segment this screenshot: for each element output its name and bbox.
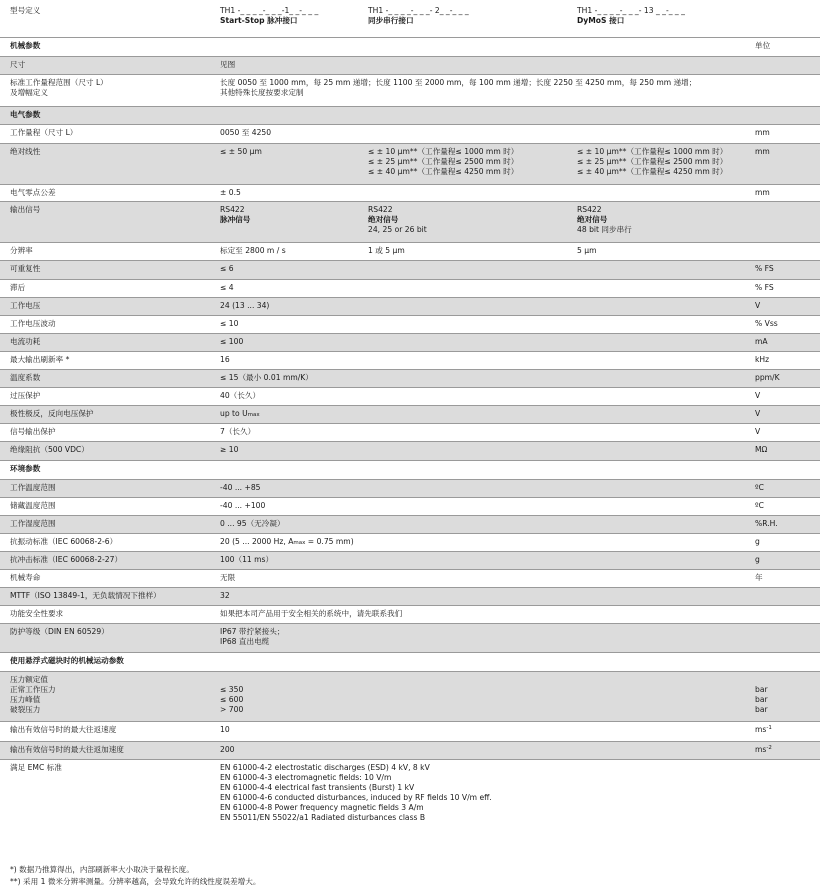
- spec-row-safety: [0, 606, 820, 624]
- spec-value-1: RS422 脉冲信号: [220, 205, 251, 224]
- spec-value: up to Umax: [220, 409, 260, 418]
- section-title: 电气参数: [10, 110, 41, 119]
- spec-unit: V: [755, 391, 761, 400]
- spec-row-mttf: [0, 588, 820, 606]
- spec-row-sigprot: [0, 424, 820, 442]
- model-code-2: TH1 -_ _ _ _-_ _ _- 2_ _-_ _ _: [368, 6, 469, 15]
- spec-unit: mm: [755, 128, 770, 137]
- spec-row-tempco: [0, 370, 820, 388]
- spec-label: 输出信号: [10, 205, 41, 214]
- spec-unit: mm: [755, 147, 770, 156]
- spec-row-size: [0, 57, 820, 75]
- spec-label: 功能安全性要求: [10, 609, 64, 618]
- spec-unit: %R.H.: [755, 519, 778, 528]
- spec-value-3: ≤ ± 10 µm**（工作量程≤ 1000 mm 时） ≤ ± 25 µm**（工作量程≤ 2500 mm 时） ≤ ± 40 µm**（工作量程≤ 4250 mm 时）: [577, 147, 728, 176]
- model-col-3: [577, 6, 755, 26]
- spec-row-speed: [0, 722, 820, 742]
- spec-value: ≥ 10: [220, 445, 239, 454]
- spec-value-3: 5 µm: [577, 246, 597, 255]
- spec-row-hysteresis: [0, 280, 820, 298]
- spec-row-overvolt: [0, 388, 820, 406]
- spec-value: 32: [220, 591, 230, 600]
- footnote-1: *) 数据乃推算得出，内部刷新率大小取决于量程长度。: [10, 865, 194, 874]
- spec-value: IP67 带拧紧接头； IP68 直出电缆: [220, 627, 285, 646]
- spec-value-1: ≤ ± 50 µm: [220, 147, 262, 156]
- spec-row-humidity: [0, 516, 820, 534]
- spec-value: 长度 0050 至 1000 mm，每 25 mm 递增；长度 1100 至 2000 mm，每 100 mm 递增；长度 2250 至 4250 mm，每 250 mm 递增； 其他特殊长度按要求定制: [220, 78, 697, 97]
- model-col-2: [368, 6, 577, 26]
- footnote-2: **) 采用 1 微米分辨率测量。分辨率越高，会导致允许的线性度误差增大。: [10, 877, 261, 886]
- model-name-2: 同步串行接口: [368, 16, 414, 25]
- spec-row-polarity: [0, 406, 820, 424]
- spec-value: 无限: [220, 573, 236, 582]
- spec-unit: kHz: [755, 355, 770, 364]
- spec-label: 工作电压: [10, 301, 41, 310]
- spec-value: 见图: [220, 60, 236, 69]
- spec-row-ripple: [0, 316, 820, 334]
- model-definition-label: 型号定义: [10, 6, 41, 15]
- spec-value: -40 ... +85: [220, 483, 261, 492]
- spec-value: 0 ... 95（无冷凝）: [220, 519, 285, 528]
- spec-label: 输出有效信号时的最大往返速度: [10, 725, 117, 734]
- spec-row-protection: [0, 624, 820, 653]
- spec-unit: mA: [755, 337, 768, 346]
- spec-label: 电气零点公差: [10, 188, 56, 197]
- section-floating: [0, 653, 820, 672]
- model-code-1: TH1 -_ _ _ _-_ _ _-1_ _-_ _ _: [220, 6, 319, 15]
- spec-value: 如果把本司产品用于安全相关的系统中，请先联系我们: [220, 609, 403, 618]
- spec-label: 机械寿命: [10, 573, 41, 582]
- spec-value: 16: [220, 355, 230, 364]
- spec-row-accel: [0, 742, 820, 760]
- spec-value-2: ≤ ± 10 µm**（工作量程≤ 1000 mm 时） ≤ ± 25 µm**（工作量程≤ 2500 mm 时） ≤ ± 40 µm**（工作量程≤ 4250 mm 时）: [368, 147, 519, 176]
- spec-unit: 年: [755, 573, 763, 582]
- spec-row-update: [0, 352, 820, 370]
- unit-header: 单位: [755, 41, 771, 50]
- spec-label: MTTF（ISO 13849-1，无负载情况下推样）: [10, 591, 161, 600]
- spec-value: 40（长久）: [220, 391, 261, 400]
- model-col-1: [220, 6, 368, 26]
- spec-label: 分辨率: [10, 246, 33, 255]
- spec-unit: $ms^{-2}$: [755, 745, 772, 754]
- spec-value: ≤ 15（最小 0.01 mm/K）: [220, 373, 313, 382]
- spec-row-zero: [0, 185, 820, 202]
- spec-label: 输出有效信号时的最大往返加速度: [10, 745, 124, 754]
- spec-label: 绝缘阻抗（500 VDC）: [10, 445, 89, 454]
- spec-value: ≤ 6: [220, 264, 234, 273]
- spec-value: -40 ... +100: [220, 501, 266, 510]
- spec-value: 10: [220, 725, 230, 734]
- spec-label: 抗振动标准（IEC 60068-2-6）: [10, 537, 118, 546]
- spec-label: 信号输出保护: [10, 427, 56, 436]
- spec-unit: % FS: [755, 264, 774, 273]
- spec-row-shock: [0, 552, 820, 570]
- footnotes: [10, 864, 810, 888]
- spec-value-3: RS422 绝对信号 48 bit 同步串行: [577, 205, 632, 234]
- spec-label: 温度系数: [10, 373, 41, 382]
- spec-unit: % FS: [755, 283, 774, 292]
- spec-label: 满足 EMC 标准: [10, 763, 62, 772]
- spec-row-range: [0, 75, 820, 107]
- spec-label: 过压保护: [10, 391, 41, 400]
- spec-label: 最大输出刷新率 *: [10, 355, 70, 364]
- spec-row-life: [0, 570, 820, 588]
- spec-label: 储藏温度范围: [10, 501, 56, 510]
- spec-unit: g: [755, 537, 760, 546]
- spec-row-linearity: [0, 144, 820, 185]
- spec-row-vibration: [0, 534, 820, 552]
- spec-value: 0050 至 4250: [220, 128, 272, 137]
- spec-value: ≤ 10: [220, 319, 239, 328]
- spec-unit: MΩ: [755, 445, 768, 454]
- spec-value: ≤ 4: [220, 283, 234, 292]
- spec-unit: ppm/K: [755, 373, 780, 382]
- spec-value: ≤ 350 ≤ 600 > 700: [220, 685, 244, 714]
- spec-unit: bar bar bar: [755, 685, 768, 714]
- spec-value-2: 1 或 5 µm: [368, 246, 405, 255]
- spec-label: 可重复性: [10, 264, 41, 273]
- spec-value: 200: [220, 745, 235, 754]
- spec-row-pressure: [0, 672, 820, 722]
- spec-unit: V: [755, 301, 761, 310]
- spec-value: ± 0.5: [220, 188, 241, 197]
- spec-row-voltage: [0, 298, 820, 316]
- spec-label: 绝对线性: [10, 147, 41, 156]
- spec-row-sttemp: [0, 498, 820, 516]
- spec-label: 电流功耗: [10, 337, 41, 346]
- spec-label: 极性极反，反向电压保护: [10, 409, 94, 418]
- spec-label: 标准工作量程范围（尺寸 L） 及增幅定义: [10, 78, 108, 97]
- spec-row-resolution: [0, 243, 820, 261]
- spec-value: 7（长久）: [220, 427, 256, 436]
- section-environment: [0, 461, 820, 480]
- section-title: 机械参数: [10, 41, 41, 50]
- spec-row-optemp: [0, 480, 820, 498]
- spec-unit: mm: [755, 188, 770, 197]
- spec-row-current: [0, 334, 820, 352]
- spec-row-stroke: [0, 125, 820, 144]
- spec-row-output: [0, 202, 820, 243]
- spec-unit: g: [755, 555, 760, 564]
- spec-value-2: RS422 绝对信号 24, 25 or 26 bit: [368, 205, 427, 234]
- spec-label: 工作温度范围: [10, 483, 56, 492]
- spec-row-repeat: [0, 261, 820, 280]
- spec-value: EN 61000-4-2 electrostatic discharges (ESD) 4 kV, 8 kV EN 61000-4-3 electromagnetic fields: 10 V/m EN 61000-4-4 electrical fast transients (Burst) 1 kV EN 61000-4-6 conducted disturbances, induced by RF fields 10 V/m eff. EN 61000-4-8 Power frequency magnetic fields 3 A/m EN 55011/EN 55022/a1 Radiated disturbances class B: [220, 763, 492, 822]
- spec-unit: V: [755, 409, 761, 418]
- spec-label: 防护等级（DIN EN 60529）: [10, 627, 109, 636]
- spec-value: ≤ 100: [220, 337, 244, 346]
- spec-label: 滞后: [10, 283, 26, 292]
- section-electrical: [0, 107, 820, 125]
- spec-unit: ºC: [755, 501, 764, 510]
- spec-unit: $ms^{-1}$: [755, 725, 772, 734]
- spec-value-1: 标定至 2800 m / s: [220, 246, 286, 255]
- spec-label: 压力额定值 正常工作压力 压力峰值 破裂压力: [10, 675, 56, 714]
- spec-label: 尺寸: [10, 60, 26, 69]
- spec-label: 工作量程（尺寸 L）: [10, 128, 78, 137]
- spec-row-emc: [0, 760, 820, 834]
- spec-unit: ºC: [755, 483, 764, 492]
- spec-value: 24 (13 ... 34): [220, 301, 270, 310]
- section-title: 环境参数: [10, 464, 41, 473]
- spec-label: 工作湿度范围: [10, 519, 56, 528]
- spec-label: 抗冲击标准（IEC 60068-2-27）: [10, 555, 123, 564]
- model-code-3: TH1 -_ _ _ _-_ _ _- 13 _ _-_ _ _: [577, 6, 685, 15]
- model-header-row: [0, 0, 820, 38]
- model-name-3: DyMoS 接口: [577, 16, 625, 25]
- spec-value: 20 (5 ... 2000 Hz, Amax = 0.75 mm): [220, 537, 354, 546]
- spec-unit: % Vss: [755, 319, 778, 328]
- spec-row-insulation: [0, 442, 820, 461]
- section-title: 使用悬浮式磁块时的机械运动参数: [10, 656, 124, 665]
- spec-label: 工作电压波动: [10, 319, 56, 328]
- model-name-1: Start-Stop 脉冲接口: [220, 16, 298, 25]
- section-mechanical: [0, 38, 820, 57]
- spec-unit: V: [755, 427, 761, 436]
- spec-value: 100（11 ms）: [220, 555, 274, 564]
